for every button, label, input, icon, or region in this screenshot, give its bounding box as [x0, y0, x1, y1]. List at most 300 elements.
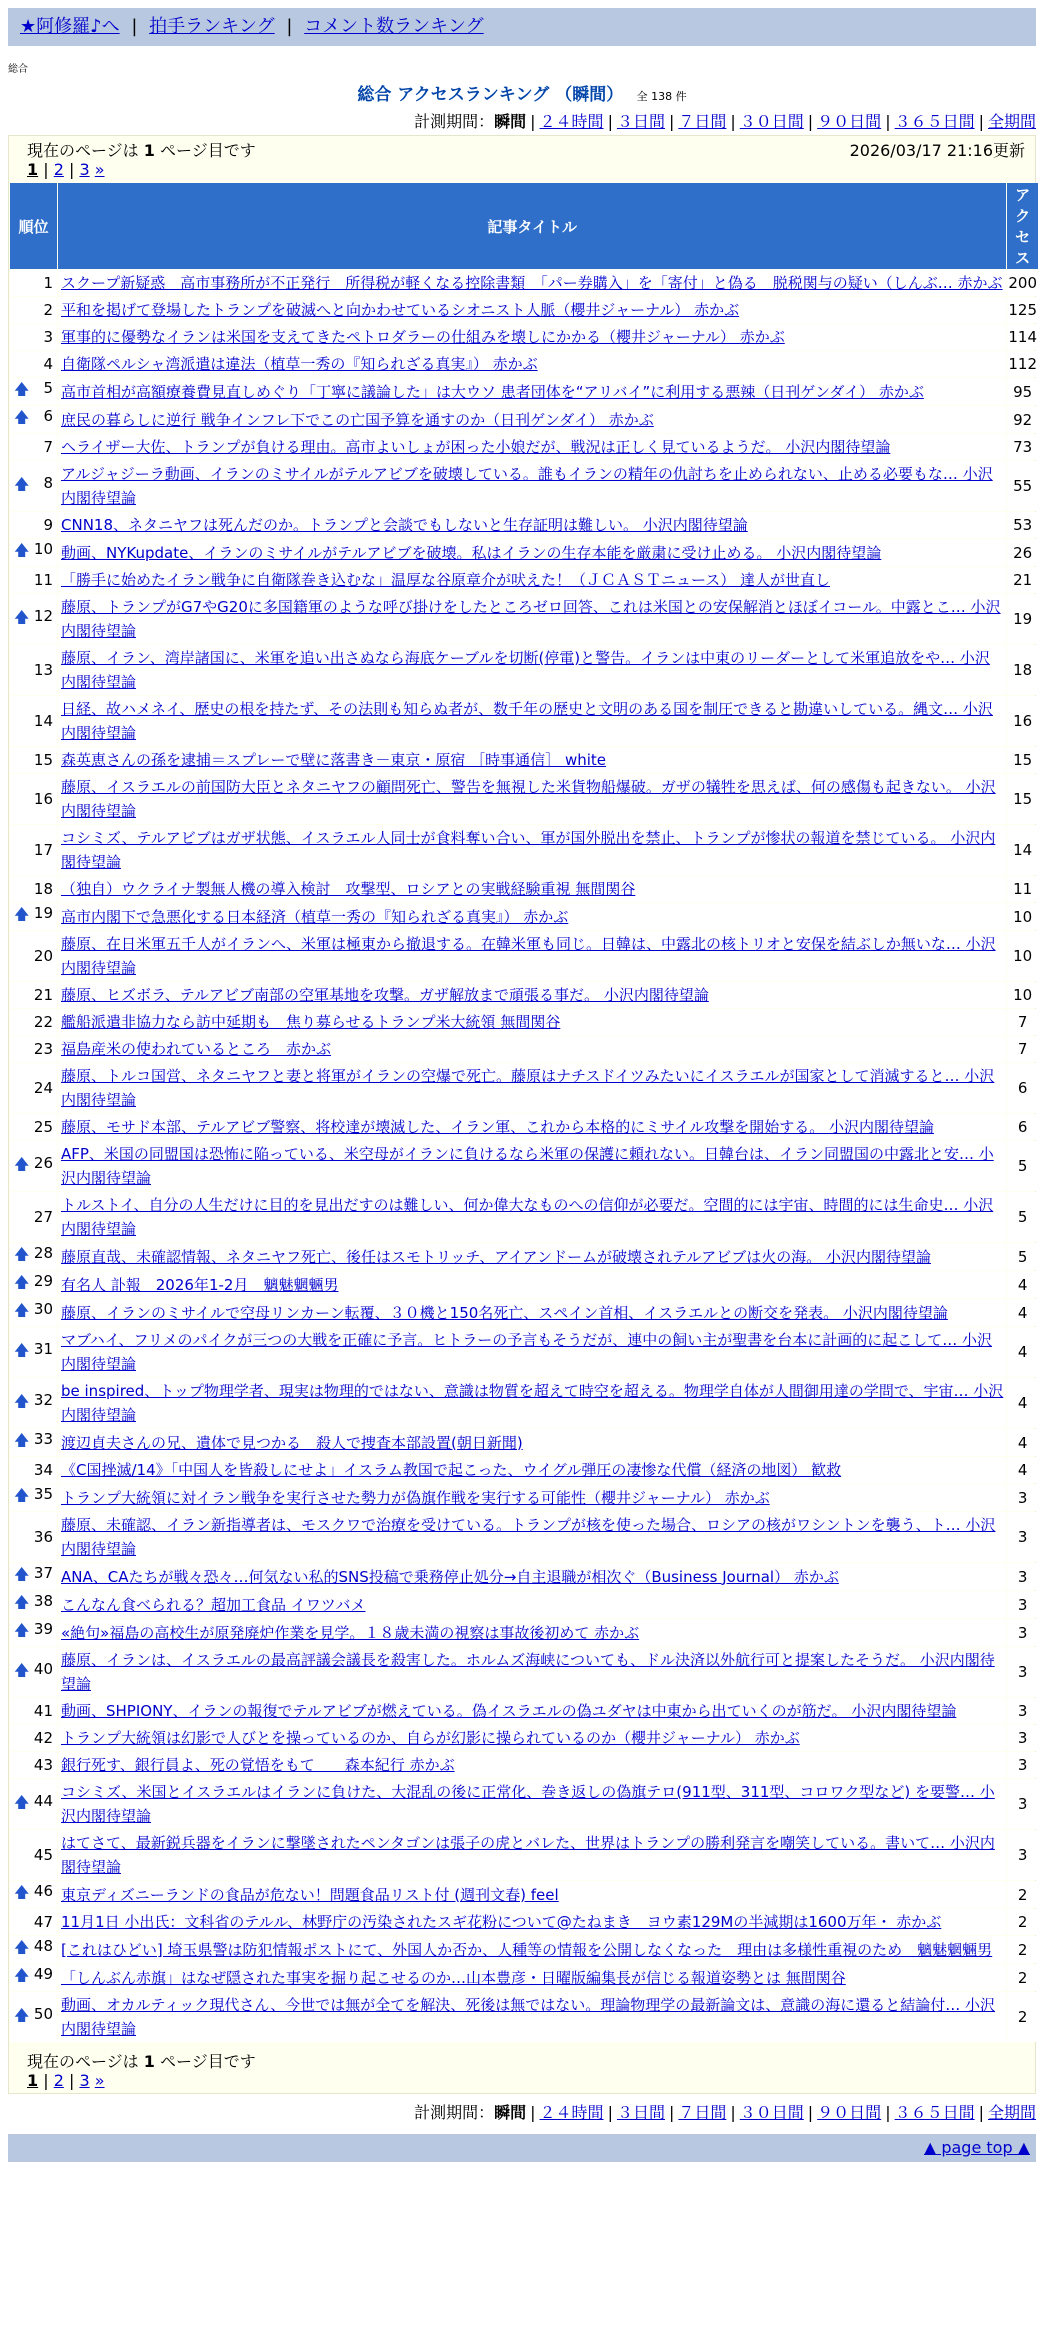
access-count: 55 — [1007, 461, 1038, 511]
article-link[interactable]: 艦船派遣非協力なら訪中延期も 焦り募らせるトランプ米大統領 無間関谷 — [61, 1013, 561, 1031]
article-link[interactable]: [これはひどい] 埼玉県警は防犯情報ポストにて、外国人か否か、人種等の情報を公開しなくなった 理由は多様性重視のため 魑魅魍魎男 — [61, 1940, 993, 1959]
table-row — [10, 1563, 1038, 1590]
rank-cell — [10, 747, 57, 773]
title-cell — [58, 825, 1006, 875]
table-row — [10, 539, 1038, 566]
title-cell — [58, 774, 1006, 824]
bottom-bar — [8, 2134, 1036, 2162]
pager-link[interactable]: 3 — [79, 160, 90, 179]
rank-cell — [10, 1619, 57, 1646]
rank-cell — [10, 982, 57, 1008]
title-cell — [58, 1563, 1006, 1590]
rank-cell — [10, 1647, 57, 1697]
up-arrow-icon: 🡅 — [14, 1966, 30, 1984]
total-count: 全 138 件 — [636, 90, 687, 103]
title-cell — [58, 567, 1006, 593]
rank-number: 48 — [33, 1937, 53, 1955]
title-cell — [58, 1429, 1006, 1456]
pager-bottom — [9, 2071, 1035, 2093]
period-separator: | — [730, 2103, 736, 2122]
article-link[interactable]: はてさて、最新鋭兵器をイランに撃墜されたペンタゴンは張子の虎とバレた、世界はトランプの勝利発言を嘲笑している。書いて… 小沢内閣待望論 — [61, 1834, 995, 1876]
title-cell — [58, 1591, 1006, 1618]
page-info-top — [9, 136, 1035, 160]
title-cell — [58, 1725, 1006, 1751]
table-row — [10, 270, 1038, 296]
pager-next[interactable]: » — [94, 160, 105, 179]
access-count: 3 — [1007, 1512, 1038, 1562]
access-count: 18 — [1007, 645, 1038, 695]
rank-number: 8 — [43, 473, 53, 492]
title-cell — [58, 378, 1006, 405]
title-cell — [58, 1909, 1006, 1935]
article-link[interactable]: 動画、NYKupdate、イランのミサイルがテルアビブを破壊。私はイランの生存本能を厳粛に受け止める。 小沢内閣待望論 — [61, 543, 882, 562]
table-row — [10, 567, 1038, 593]
article-link[interactable]: 藤原、ヒズボラ、テルアビブ南部の空軍基地を攻撃。ガザ解放まで頑張る事だ。 小沢内閣待望論 — [61, 986, 709, 1004]
rank-cell — [10, 406, 57, 433]
comment-ranking-link[interactable]: コメント数ランキング — [304, 16, 484, 37]
title-cell — [58, 512, 1006, 538]
up-arrow-icon: 🡅 — [14, 607, 30, 626]
article-link[interactable]: 「勝手に始めたイラン戦争に自衛隊巻き込むな」温厚な谷原章介が吠えた！（ＪＣＡＳＴニュース） 達人が世直し — [61, 571, 831, 589]
rank-number: 6 — [43, 407, 53, 425]
table-row — [10, 461, 1038, 511]
rank-cell — [10, 1243, 57, 1270]
table-row — [10, 1647, 1038, 1697]
rank-number: 30 — [33, 1300, 53, 1318]
rank-number: 7 — [43, 438, 53, 456]
rank-number: 15 — [33, 751, 53, 769]
article-link[interactable]: 高市首相が高額療養費見直しめぐり「丁寧に議論した」は大ウソ 患者団体を“アリバイ”に利用する悪辣（日刊ゲンダイ） 赤かぶ — [61, 382, 924, 401]
period-option[interactable]: ３０日間 — [739, 2103, 804, 2122]
home-link[interactable]: ★阿修羅♪へ — [20, 16, 120, 37]
access-count: 73 — [1007, 434, 1038, 460]
table-row — [10, 931, 1038, 981]
access-count: 4 — [1007, 1378, 1038, 1428]
rank-cell — [10, 1271, 57, 1298]
title-cell — [58, 461, 1006, 511]
title-cell — [58, 1271, 1006, 1298]
article-link[interactable]: 藤原、イスラエルの前国防大臣とネタニヤフの顧問死亡、警告を無視した米貨物船爆破。ガザの犠牲を思えば、何の感傷も起きない。 小沢内閣待望論 — [61, 778, 996, 820]
table-row — [10, 1830, 1038, 1880]
up-arrow-icon: 🡅 — [14, 1391, 30, 1410]
article-link[interactable]: 藤原、イラン、湾岸諸国に、米軍を追い出さぬなら海底ケーブルを切断(停電)と警告。イランは中東のリーダーとして米軍追放をや… 小沢内閣待望論 — [61, 649, 990, 691]
rank-cell — [10, 1512, 57, 1562]
period-separator: | — [668, 112, 675, 131]
title-cell — [58, 1378, 1006, 1428]
rank-cell — [10, 1964, 57, 1991]
period-option: 瞬間 — [494, 2103, 527, 2122]
rank-cell — [10, 1779, 57, 1829]
title-cell — [58, 1698, 1006, 1724]
title-cell — [58, 1484, 1006, 1511]
access-count: 5 — [1007, 1192, 1038, 1242]
rank-number: 37 — [33, 1564, 53, 1582]
rank-number: 43 — [33, 1756, 53, 1774]
rank-number: 25 — [33, 1118, 53, 1136]
article-link[interactable]: 藤原、トランプがG7やG20に多国籍軍のような呼び掛けをしたところゼロ回答、これは米国との安保解消とほぼイコール。中露とこ… 小沢内閣待望論 — [61, 598, 1001, 640]
article-link[interactable]: トランプ大統領に対イラン戦争を実行させた勢力が偽旗作戦を実行する可能性（櫻井ジャーナル） 赤かぶ — [61, 1488, 770, 1507]
article-link[interactable]: 平和を掲げて登場したトランプを破滅へと向かわせているシオニスト人脈（櫻井ジャーナル） 赤かぶ — [61, 301, 740, 319]
rank-cell — [10, 903, 57, 930]
table-row — [10, 1881, 1038, 1908]
table-row — [10, 512, 1038, 538]
table-row — [10, 1936, 1038, 1963]
period-option[interactable]: ２４時間 — [539, 2103, 604, 2122]
up-arrow-icon: 🡅 — [14, 1245, 30, 1263]
rank-number: 42 — [33, 1729, 53, 1747]
table-row — [10, 1992, 1038, 2042]
rank-number: 44 — [33, 1791, 53, 1810]
period-label: 計測期間： — [414, 112, 495, 131]
table-row — [10, 1114, 1038, 1140]
table-row — [10, 1192, 1038, 1242]
pager-next[interactable]: » — [94, 2071, 105, 2090]
rank-cell — [10, 1936, 57, 1963]
up-arrow-icon: 🡅 — [14, 1301, 30, 1319]
up-arrow-icon: 🡅 — [14, 474, 30, 493]
pager-link[interactable]: 2 — [53, 160, 64, 179]
period-separator: | — [807, 2103, 814, 2122]
access-count: 5 — [1007, 1141, 1038, 1191]
pager-link[interactable]: 3 — [79, 2071, 90, 2090]
table-row — [10, 1909, 1038, 1935]
table-row — [10, 1036, 1038, 1062]
article-link[interactable]: 森英恵さんの孫を逮捕＝スプレーで壁に落書き－東京・原宿 ［時事通信］ white — [61, 751, 606, 769]
article-link[interactable]: 藤原、未確認、イラン新指導者は、モスクワで治療を受けている。トランプが核を使った場合、ロシアの核がワシントンを襲う、ト… 小沢内閣待望論 — [61, 1516, 996, 1558]
article-link[interactable]: コシミズ、米国とイスラエルはイランに負けた、大混乱の後に正常化、巻き返しの偽旗テロ(911型、311型、コロワク型など) を要警… 小沢内閣待望論 — [61, 1783, 995, 1825]
up-arrow-icon: 🡅 — [14, 1431, 30, 1449]
rank-number: 18 — [33, 880, 53, 898]
rank-number: 38 — [33, 1592, 53, 1610]
access-count: 10 — [1007, 931, 1038, 981]
title-cell — [58, 1992, 1006, 2042]
article-link[interactable]: 日経、故ハメネイ、歴史の根を持たず、その法則も知らぬ者が、数千年の歴史と文明のある国を制圧できると勘違いしている。縄文… 小沢内閣待望論 — [61, 700, 993, 742]
title-cell — [58, 696, 1006, 746]
title-cell — [58, 982, 1006, 1008]
article-link[interactable]: 動画、SHPIONY、イランの報復でテルアビブが燃えている。偽イスラエルの偽ユダヤは中東から出ていくのが筋だ。 小沢内閣待望論 — [61, 1702, 957, 1720]
title-cell — [58, 1063, 1006, 1113]
rank-cell — [10, 351, 57, 377]
access-count: 4 — [1007, 1271, 1038, 1298]
title-cell — [58, 434, 1006, 460]
rank-cell — [10, 270, 57, 296]
rank-cell — [10, 931, 57, 981]
period-option[interactable]: ３６５日間 — [894, 112, 975, 131]
up-arrow-icon: 🡅 — [14, 2005, 30, 2024]
access-count: 2 — [1007, 1992, 1038, 2042]
period-separator: | — [530, 112, 536, 131]
access-count: 6 — [1007, 1063, 1038, 1113]
title-cell — [58, 903, 1006, 930]
table-row — [10, 1779, 1038, 1829]
article-link[interactable]: 自衛隊ペルシャ湾派遣は違法（植草一秀の『知られざる真実』） 赤かぶ — [61, 355, 538, 373]
nav-separator: | — [131, 16, 138, 37]
rank-number: 40 — [33, 1659, 53, 1678]
top-nav — [8, 8, 1036, 46]
table-row — [10, 982, 1038, 1008]
table-row — [10, 696, 1038, 746]
article-link[interactable]: 有名人 訃報 2026年1-2月 魑魅魍魎男 — [61, 1275, 339, 1294]
rank-cell — [10, 696, 57, 746]
ranking-panel — [8, 135, 1036, 2094]
rank-cell — [10, 1725, 57, 1751]
page-info-bottom — [9, 2047, 1035, 2071]
table-row — [10, 1591, 1038, 1618]
period-option[interactable]: 全期間 — [987, 112, 1036, 131]
article-link[interactable]: 「しんぶん赤旗」はなぜ隠された事実を掘り起こせるのか…山本豊彦・日曜版編集長が信じる報道姿勢とは 無間関谷 — [61, 1968, 846, 1987]
period-separator: | — [978, 2103, 984, 2122]
title-cell — [58, 297, 1006, 323]
period-option[interactable]: ９０日間 — [817, 2103, 882, 2122]
up-arrow-icon: 🡅 — [14, 1792, 30, 1811]
rank-number: 47 — [33, 1913, 53, 1931]
article-link[interactable]: 軍事的に優勢なイランは米国を支えてきたペトロダラーの仕組みを壊しにかかる（櫻井ジャーナル） 赤かぶ — [61, 328, 785, 346]
rank-cell — [10, 512, 57, 538]
pager-separator: | — [38, 160, 54, 179]
period-separator: | — [607, 112, 613, 131]
ranking-heading — [0, 80, 1044, 105]
rank-number: 50 — [33, 2004, 53, 2023]
period-separator: | — [607, 2103, 613, 2122]
title-cell — [58, 747, 1006, 773]
access-count: 10 — [1007, 982, 1038, 1008]
article-link[interactable]: 藤原、在日米軍五千人がイランへ、米軍は極東から撤退する。在韓米軍も同じ。日韓は、中露北の核トリオと安保を結ぶしか無いな… 小沢内閣待望論 — [61, 935, 996, 977]
clap-ranking-link[interactable]: 拍手ランキング — [149, 16, 275, 37]
title-cell — [58, 270, 1006, 296]
up-arrow-icon: 🡅 — [14, 1660, 30, 1679]
access-count: 4 — [1007, 1429, 1038, 1456]
table-row — [10, 1271, 1038, 1298]
article-link[interactable]: 11月1日 小出氏：文科省のテルル、林野庁の汚染されたスギ花粉について@たねまき ヨウ素129Mの半減期は1600万年・ 赤かぶ — [61, 1913, 942, 1931]
rank-number: 12 — [33, 606, 53, 625]
up-arrow-icon: 🡅 — [14, 1883, 30, 1901]
title-cell — [58, 1141, 1006, 1191]
period-selector-top — [8, 109, 1036, 131]
title-cell — [58, 645, 1006, 695]
rank-cell — [10, 1591, 57, 1618]
article-link[interactable]: be inspired、トップ物理学者、現実は物理的ではない、意識は物質を超えて時空を超える。物理学自体が人間御用達の学問で、宇宙… 小沢内閣待望論 — [61, 1382, 1004, 1424]
rank-number: 32 — [33, 1390, 53, 1409]
title-cell — [58, 1619, 1006, 1646]
up-arrow-icon: 🡅 — [14, 541, 30, 559]
table-row — [10, 1429, 1038, 1456]
article-link[interactable]: ANA、CAたちが戦々恐々…何気ない私的SNS投稿で乗務停止処分→自主退職が相次ぐ（Business Journal） 赤かぶ — [61, 1567, 839, 1586]
period-option[interactable]: ３日間 — [616, 112, 665, 131]
rank-number: 26 — [33, 1153, 53, 1172]
rank-cell — [10, 1457, 57, 1483]
rank-number: 4 — [43, 355, 53, 373]
table-row — [10, 1619, 1038, 1646]
title-cell — [58, 1457, 1006, 1483]
rank-number: 28 — [33, 1244, 53, 1262]
rank-number: 33 — [33, 1430, 53, 1448]
rank-cell — [10, 1563, 57, 1590]
access-count: 92 — [1007, 406, 1038, 433]
rank-number: 23 — [33, 1040, 53, 1058]
updated-time: 2026/03/17 21:16更新 — [849, 141, 1025, 160]
up-arrow-icon: 🡅 — [14, 1621, 30, 1639]
period-separator: | — [730, 112, 736, 131]
rank-number: 36 — [33, 1528, 53, 1546]
table-row — [10, 1327, 1038, 1377]
table-row — [10, 297, 1038, 323]
article-link[interactable]: スクープ新疑惑 高市事務所が不正発行 所得税が軽くなる控除書類 「パー券購入」を「寄付」と偽る 脱税関与の疑い（しんぶ… 赤かぶ — [61, 274, 1003, 292]
title-cell — [58, 1830, 1006, 1880]
article-link[interactable]: 藤原直哉、未確認情報、ネタニヤフ死亡、後任はスモトリッチ、アイアンドームが破壊されテルアビブは火の海。 小沢内閣待望論 — [61, 1247, 931, 1266]
access-count: 3 — [1007, 1830, 1038, 1880]
article-link[interactable]: 動画、オカルティック現代さん、今世では無が全てを解決、死後は無ではない。理論物理学の最新論文は、意識の海に還ると結論付… 小沢内閣待望論 — [61, 1996, 996, 2038]
col-access-header: アクセス — [1007, 183, 1038, 269]
rank-number: 5 — [43, 379, 53, 397]
article-link[interactable]: アルジャジーラ動画、イランのミサイルがテルアビブを破壊している。誰もイランの精年の仇討ちを止められない、止める必要もな… 小沢内閣待望論 — [61, 465, 993, 507]
access-count: 14 — [1007, 825, 1038, 875]
article-link[interactable]: トルストイ、自分の人生だけに目的を見出だすのは難しい、何か偉大なものへの信仰が必要だ。空間的には宇宙、時間的には生命史… 小沢内閣待望論 — [61, 1196, 994, 1238]
period-option[interactable]: ３日間 — [616, 2103, 665, 2122]
period-label: 計測期間： — [414, 2103, 495, 2122]
table-header-row — [10, 183, 1038, 269]
table-row — [10, 1299, 1038, 1326]
rank-cell — [10, 1698, 57, 1724]
rank-number: 45 — [33, 1846, 53, 1864]
article-link[interactable]: 庶民の暮らしに逆行 戦争インフレ下でこの亡国予算を通すのか（日刊ゲンダイ） 赤かぶ — [61, 410, 654, 429]
current-page-text: 現在のページは 1 ページ目です — [27, 2052, 256, 2071]
article-link[interactable]: 《C国挫滅/14》「中国人を皆殺しにせよ」イスラム教国で起こった、ウイグル弾圧の凄惨な代償（経済の地図） 歓救 — [61, 1461, 842, 1479]
title-cell — [58, 1114, 1006, 1140]
pager-link[interactable]: 2 — [53, 2071, 64, 2090]
period-option[interactable]: ３６５日間 — [894, 2103, 975, 2122]
up-arrow-icon: 🡅 — [14, 1593, 30, 1611]
rank-cell — [10, 1992, 57, 2042]
article-link[interactable]: マブハイ、フリメのパイクが三つの大戦を正確に予言。ヒトラーの予言もそうだが、連中の飼い主が聖書を台本に計画的に起こして… 小沢内閣待望論 — [61, 1331, 993, 1373]
table-row — [10, 825, 1038, 875]
table-row — [10, 1752, 1038, 1778]
article-link[interactable]: ヘライザー大佐、トランプが負ける理由。高市よいしょが困った小娘だが、戦況は正しく見ているようだ。 小沢内閣待望論 — [61, 438, 891, 456]
access-count: 15 — [1007, 774, 1038, 824]
table-row — [10, 594, 1038, 644]
period-option[interactable]: 全期間 — [987, 2103, 1036, 2122]
pager-current: 1 — [27, 160, 39, 179]
col-title-header: 記事タイトル — [58, 183, 1006, 269]
title-cell — [58, 594, 1006, 644]
rank-number: 3 — [43, 328, 53, 346]
page-top-link[interactable]: ▲ page top ▲ — [923, 2138, 1030, 2157]
rank-number: 24 — [33, 1079, 53, 1097]
rank-number: 21 — [33, 986, 53, 1004]
article-link[interactable]: «絶句»福島の高校生が原発廃炉作業を見学。１８歳未満の視察は事故後初めて 赤かぶ — [61, 1623, 640, 1642]
article-link[interactable]: 藤原、イランは、イスラエルの最高評議会議長を殺害した。ホルムズ海峡についても、ドル決済以外航行可と提案したそうだ。 小沢内閣待望論 — [61, 1651, 995, 1693]
period-option[interactable]: ２４時間 — [539, 112, 604, 131]
article-link[interactable]: 藤原、トルコ国営、ネタニヤフと妻と将軍がイランの空爆で死亡。藤原はナチスドイツみたいにイスラエルが国家として消滅すると… 小沢内閣待望論 — [61, 1067, 995, 1109]
period-option[interactable]: ３０日間 — [739, 112, 804, 131]
rank-cell — [10, 594, 57, 644]
table-row — [10, 645, 1038, 695]
rank-number: 22 — [33, 1013, 53, 1031]
rank-cell — [10, 1009, 57, 1035]
table-row — [10, 1378, 1038, 1428]
access-count: 3 — [1007, 1779, 1038, 1829]
article-link[interactable]: （独自）ウクライナ製無人機の導入検討 攻撃型、ロシアとの実戦経験重視 無間関谷 — [61, 880, 636, 898]
table-row — [10, 747, 1038, 773]
title-cell — [58, 1964, 1006, 1991]
title-cell — [58, 1752, 1006, 1778]
article-link[interactable]: 渡辺貞夫さんの兄、遺体で見つかる 殺人で捜査本部設置(朝日新聞) — [61, 1433, 523, 1452]
table-row — [10, 1484, 1038, 1511]
rank-cell — [10, 297, 57, 323]
article-link[interactable]: 銀行死す、銀行員よ、死の覚悟をもて 森本紀行 赤かぶ — [61, 1756, 455, 1774]
article-link[interactable]: 福島産米の使われているところ 赤かぶ — [61, 1040, 332, 1058]
table-row — [10, 1512, 1038, 1562]
access-count: 3 — [1007, 1591, 1038, 1618]
rank-number: 27 — [33, 1208, 53, 1226]
rank-number: 19 — [33, 904, 53, 922]
access-count: 7 — [1007, 1009, 1038, 1035]
period-option[interactable]: ９０日間 — [817, 112, 882, 131]
access-count: 2 — [1007, 1909, 1038, 1935]
pager-current: 1 — [27, 2071, 39, 2090]
rank-cell — [10, 567, 57, 593]
category-label: 総合 — [8, 64, 28, 75]
article-link[interactable]: 東京ディズニーランドの食品が危ない！問題食品リスト付 (週刊文春) feel — [61, 1885, 559, 1904]
rank-cell — [10, 1881, 57, 1908]
rank-number: 20 — [33, 947, 53, 965]
table-row — [10, 1964, 1038, 1991]
table-row — [10, 903, 1038, 930]
period-option[interactable]: ７日間 — [678, 2103, 727, 2122]
period-option: 瞬間 — [494, 112, 527, 131]
up-arrow-icon: 🡅 — [14, 408, 30, 426]
access-count: 3 — [1007, 1752, 1038, 1778]
article-link[interactable]: 藤原、イランのミサイルで空母リンカーン転覆、３０機と150名死亡、スペイン首相、イスラエルとの断交を発表。 小沢内閣待望論 — [61, 1303, 948, 1322]
title-cell — [58, 1192, 1006, 1242]
access-count: 3 — [1007, 1647, 1038, 1697]
rank-cell — [10, 434, 57, 460]
table-row — [10, 378, 1038, 405]
access-count: 53 — [1007, 512, 1038, 538]
access-count: 19 — [1007, 594, 1038, 644]
access-count: 3 — [1007, 1484, 1038, 1511]
rank-cell — [10, 1327, 57, 1377]
rank-cell — [10, 1484, 57, 1511]
pager-separator: | — [38, 2071, 54, 2090]
access-count: 3 — [1007, 1725, 1038, 1751]
article-link[interactable]: 藤原、モサド本部、テルアビブ警察、将校達が壊滅した、イラン軍、これから本格的にミサイル攻撃を開始する。 小沢内閣待望論 — [61, 1118, 934, 1136]
rank-cell — [10, 1114, 57, 1140]
rank-cell — [10, 1830, 57, 1880]
rank-cell — [10, 1378, 57, 1428]
article-link[interactable]: トランプ大統領は幻影で人びとを操っているのか、自らが幻影に操られているのか（櫻井ジャーナル） 赤かぶ — [61, 1729, 800, 1747]
article-link[interactable]: コシミズ、テルアビブはガザ状態、イスラエル人同士が食料奪い合い、軍が国外脱出を禁止、トランプが惨状の報道を禁じている。 小沢内閣待望論 — [61, 829, 996, 871]
rank-number: 41 — [33, 1702, 53, 1720]
rank-number: 17 — [33, 841, 53, 859]
rank-number: 46 — [33, 1882, 53, 1900]
article-link[interactable]: AFP、米国の同盟国は恐怖に陥っている、米空母がイランに負けるなら米軍の保護に頼れない。日韓台は、イラン同盟国の中露北と安… 小沢内閣待望論 — [61, 1145, 994, 1187]
title-cell — [58, 1327, 1006, 1377]
up-arrow-icon: 🡅 — [14, 1565, 30, 1583]
access-count: 21 — [1007, 567, 1038, 593]
table-row — [10, 434, 1038, 460]
rank-number: 35 — [33, 1485, 53, 1503]
period-selector-bottom — [8, 2100, 1036, 2122]
rank-number: 1 — [43, 274, 53, 292]
access-count: 4 — [1007, 1327, 1038, 1377]
rank-cell — [10, 1909, 57, 1935]
period-option[interactable]: ７日間 — [678, 112, 727, 131]
article-link[interactable]: 高市内閣下で急悪化する日本経済（植草一秀の『知られざる真実』） 赤かぶ — [61, 907, 569, 926]
rank-number: 9 — [43, 516, 53, 534]
article-link[interactable]: CNN18、ネタニヤフは死んだのか。トランプと会談でもしないと生存証明は難しい。 小沢内閣待望論 — [61, 516, 748, 534]
page-title: 総合 アクセスランキング （瞬間） — [357, 85, 624, 105]
article-link[interactable]: こんなん食べられる？超加工食品 イワツバメ — [61, 1595, 366, 1614]
